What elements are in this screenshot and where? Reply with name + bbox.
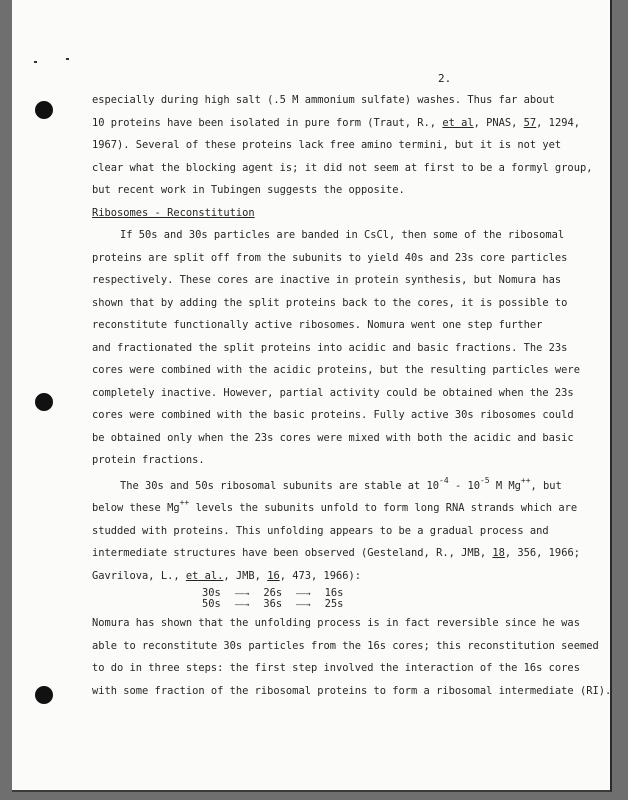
text-line: studded with proteins. This unfolding appears to be a gradual process and <box>92 524 549 537</box>
text-line: reconstitute functionally active ribosomes. Nomura went one step further <box>92 319 543 331</box>
document-page <box>12 0 612 792</box>
text-line: especially during high salt (.5 M ammonium sulfate) washes. Thus far about <box>92 94 555 106</box>
text-line: with some fraction of the ribosomal proteins to form a ribosomal intermediate (RI). <box>92 684 612 697</box>
text-line: 10 proteins have been isolated in pure form (Traut, R., et al, PNAS, 57, 1294, <box>92 116 580 129</box>
reaction-row-50s: 50s ——→ 36s ——→ 25s <box>202 598 344 610</box>
text-line: shown that by adding the split proteins back to the cores, it is possible to <box>92 296 568 309</box>
page-number: 2. <box>438 72 452 85</box>
text-line: completely inactive. However, partial activity could be obtained when the 23s <box>92 386 574 399</box>
body-text <box>92 89 612 702</box>
volume-number: 18 <box>492 547 505 559</box>
text-line: clear what the blocking agent is; it did not seem at first to be a formyl group, <box>92 161 593 174</box>
scan-mark <box>34 61 37 63</box>
text-line: able to reconstitute 30s particles from the 16s cores; this reconstitution seemed <box>92 639 599 652</box>
text-line: below these Mg++ levels the subunits unfold to form long RNA strands which are <box>92 498 578 514</box>
arrow-icon: ——→ <box>296 600 311 609</box>
unfolding-reaction-scheme <box>92 587 592 612</box>
volume-number: 57 <box>523 116 537 129</box>
text-line: protein fractions. <box>92 454 205 466</box>
volume-number: 16 <box>267 569 280 582</box>
reaction-row-30s: 30s ——→ 26s ——→ 16s <box>202 587 344 599</box>
citation-et-al: et al <box>442 116 474 129</box>
text-line: intermediate structures have been observed (Gesteland, R., JMB, 18, 356, 1966; <box>92 547 580 559</box>
text-line: respectively. These cores are inactive in protein synthesis, but Nomura has <box>92 274 562 286</box>
text-line: proteins are split off from the subunits to yield 40s and 23s core particles <box>92 251 568 264</box>
section-heading: Ribosomes - Reconstitution <box>92 206 255 219</box>
text-line: cores were combined with the basic proteins. Fully active 30s ribosomes could <box>92 409 574 421</box>
text-line: Nomura has shown that the unfolding process is in fact reversible since he was <box>92 617 580 629</box>
punch-hole <box>35 393 53 411</box>
text-line: cores were combined with the acidic proteins, but the resulting particles were <box>92 364 580 376</box>
text-line: to do in three steps: the first step involved the interaction of the 16s cores <box>92 662 580 674</box>
text-line: and fractionated the split proteins into acidic and basic fractions. The 23s <box>92 341 568 354</box>
text-line: Gavrilova, L., et al., JMB, 16, 473, 1966): <box>92 569 362 582</box>
text-line: 1967). Several of these proteins lack free amino termini, but it is not yet <box>92 139 562 151</box>
arrow-icon: ——→ <box>234 589 250 598</box>
arrow-icon: ——→ <box>234 600 250 609</box>
punch-hole <box>35 101 53 119</box>
arrow-icon: ——→ <box>296 589 311 598</box>
text-line: If 50s and 30s particles are banded in CsCl, then some of the ribosomal <box>120 229 565 241</box>
scan-mark <box>66 58 69 60</box>
punch-hole <box>35 686 53 704</box>
text-line: The 30s and 50s ribosomal subunits are stable at $10^{-4} - 10^{-5}$ M Mg++, but <box>120 475 562 492</box>
text-line: be obtained only when the 23s cores were mixed with both the acidic and basic <box>92 431 574 444</box>
citation-et-al: et al. <box>185 569 224 582</box>
text-line: but recent work in Tubingen suggests the opposite. <box>92 184 405 196</box>
